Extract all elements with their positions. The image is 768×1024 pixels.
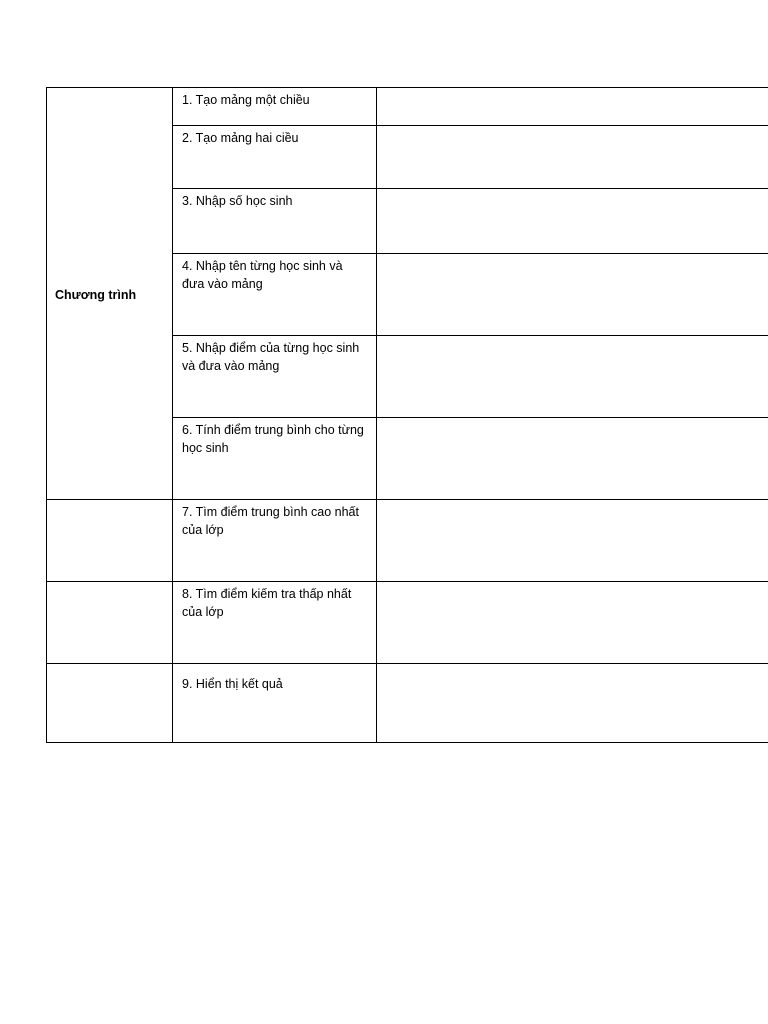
table-row (47, 500, 768, 582)
step-cell (173, 664, 377, 743)
step-detail-cell (377, 126, 768, 189)
step-detail-cell (377, 664, 768, 743)
step-detail-cell (377, 254, 768, 336)
step-detail-cell (377, 88, 768, 126)
step-detail-cell (377, 418, 768, 500)
step-cell (173, 254, 377, 336)
step-detail-cell (377, 582, 768, 664)
step-cell (173, 582, 377, 664)
step-text: 9. Hiển thị kết quả (182, 677, 283, 691)
step-detail-cell (377, 500, 768, 582)
table-row (47, 664, 768, 743)
group-label-cell-empty (47, 500, 173, 582)
step-text: 3. Nhập số học sinh (182, 194, 293, 208)
step-text: 7. Tìm điểm trung bình cao nhất của lớp (182, 505, 359, 537)
group-label-cell (47, 88, 173, 500)
table-row (47, 582, 768, 664)
step-cell (173, 418, 377, 500)
step-text: 4. Nhập tên từng học sinh và đưa vào mảng (182, 259, 343, 291)
group-label: Chương trình (55, 288, 137, 302)
step-text: 8. Tìm điểm kiếm tra thấp nhất của lớp (182, 587, 352, 619)
group-label-cell-empty (47, 664, 173, 743)
program-steps-table (46, 87, 768, 743)
step-text: 5. Nhập điểm của từng học sinh và đưa vào mảng (182, 341, 360, 373)
group-label-cell-empty (47, 582, 173, 664)
table-row (47, 88, 768, 126)
step-cell (173, 126, 377, 189)
step-detail-cell (377, 336, 768, 418)
step-detail-cell (377, 189, 768, 254)
step-text: 6. Tính điểm trung bình cho từng học sinh (182, 423, 364, 455)
step-cell (173, 336, 377, 418)
step-text: 2. Tạo mảng hai ciều (182, 131, 299, 145)
step-cell (173, 88, 377, 126)
step-cell (173, 189, 377, 254)
step-text: 1. Tạo mảng một chiều (182, 93, 310, 107)
step-cell (173, 500, 377, 582)
